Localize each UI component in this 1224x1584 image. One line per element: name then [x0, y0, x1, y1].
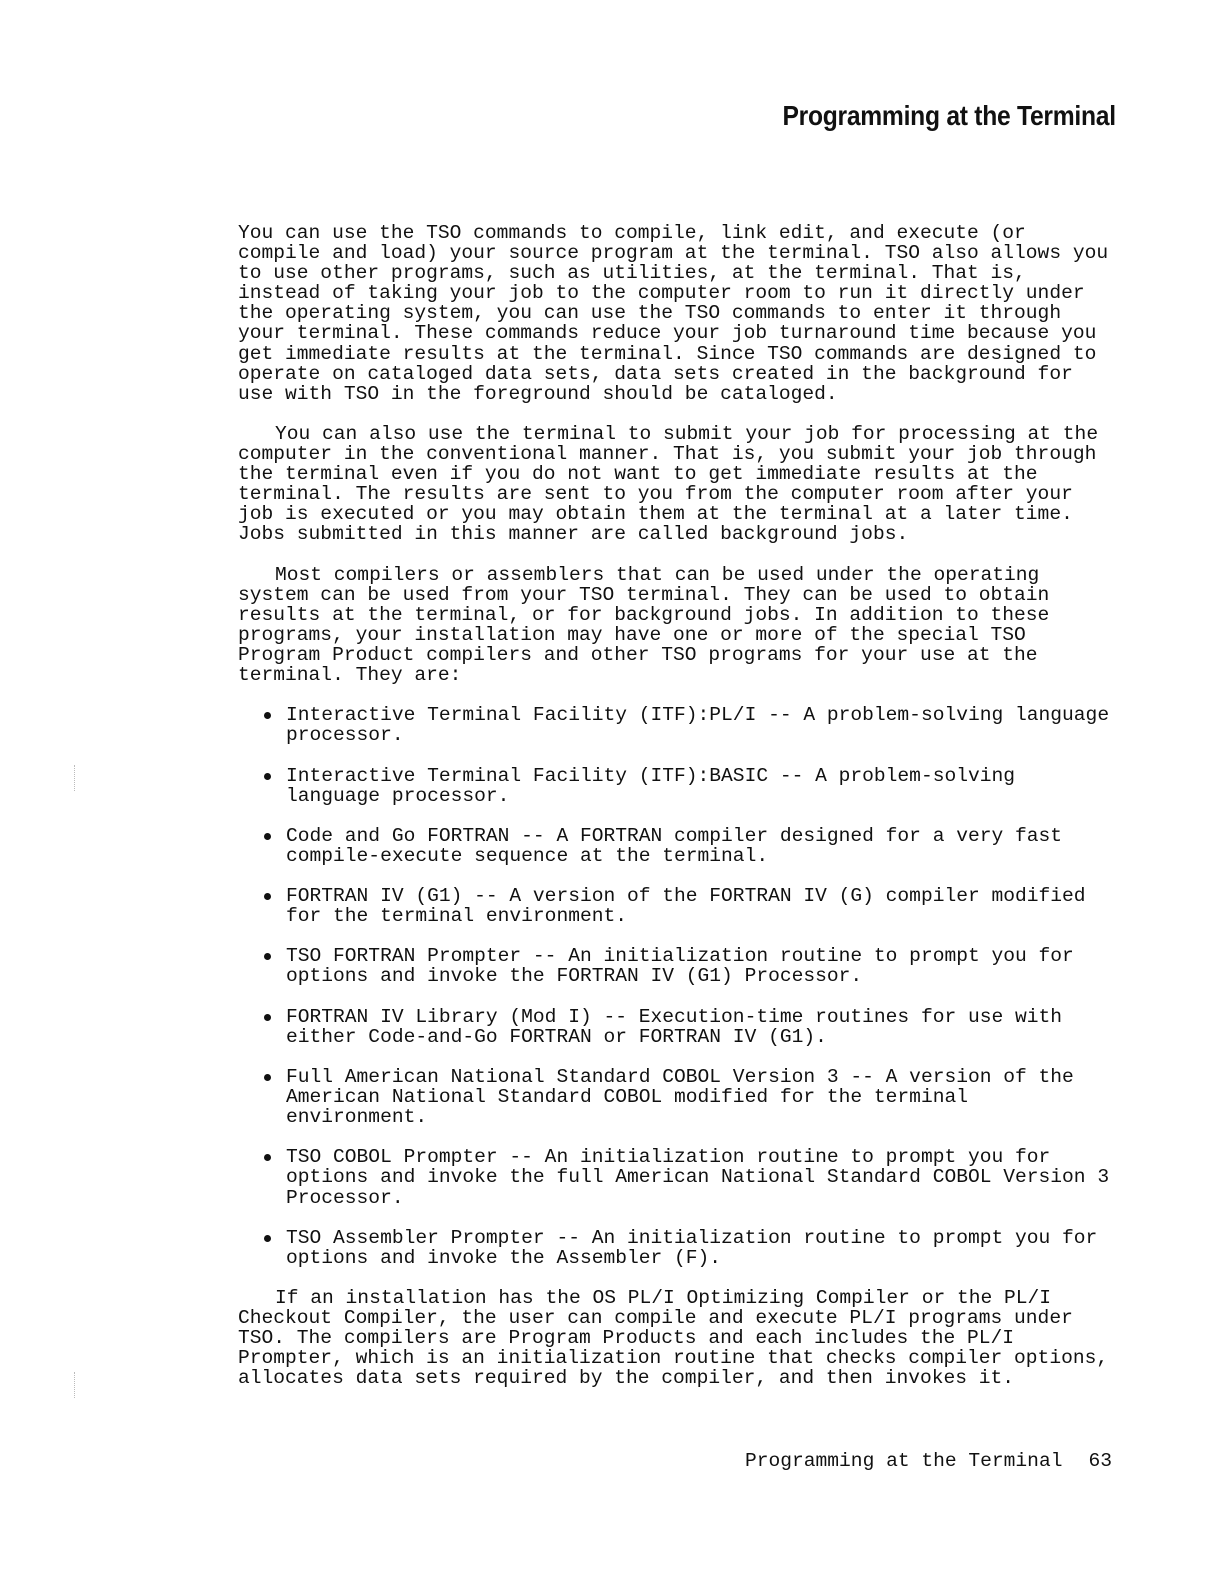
page-number: 63: [1088, 1450, 1112, 1472]
list-item: [238, 1228, 1118, 1268]
list-item-text: Code and Go FORTRAN -- A FORTRAN compiler designed for a very fast compile-execute sequence at the terminal.: [286, 824, 1063, 867]
list-item-text: TSO Assembler Prompter -- An initialization routine to prompt you for options and invoke the Assembler (F).: [286, 1226, 1098, 1269]
bullet-icon: [264, 1154, 271, 1161]
paragraph-background-jobs: You can also use the terminal to submit your job for processing at the computer in the conventional manner. That is, you submit your job through the terminal even if you do not want to get immediate results at the terminal. The results are sent to you from the computer room after your job is executed or you may obtain them at the terminal at a later time. Jobs submitted in this manner are called background jobs.: [238, 422, 1099, 546]
footer-running-title: Programming at the Terminal: [744, 1450, 1063, 1472]
bullet-icon: [264, 712, 271, 719]
bullet-icon: [264, 1235, 271, 1242]
list-item: [238, 1007, 1118, 1047]
bullet-icon: [264, 833, 271, 840]
list-item-text: Full American National Standard COBOL Version 3 -- A version of the American National Standard COBOL modified for the terminal environment.: [286, 1065, 1074, 1129]
list-item-text: Interactive Terminal Facility (ITF):PL/I -- A problem-solving language processor.: [286, 704, 1110, 747]
list-item: [238, 826, 1118, 866]
list-item: [238, 705, 1118, 745]
list-item-text: Interactive Terminal Facility (ITF):BASIC -- A problem-solving language processor.: [286, 764, 1016, 807]
list-item: [238, 886, 1118, 926]
list-item: [238, 1147, 1118, 1207]
list-item-text: FORTRAN IV (G1) -- A version of the FORTRAN IV (G) compiler modified for the terminal environment.: [286, 885, 1086, 928]
program-product-list: [238, 705, 1118, 1268]
list-item: [238, 1067, 1118, 1127]
list-item: [238, 766, 1118, 806]
bullet-icon: [264, 953, 271, 960]
bullet-icon: [264, 1074, 271, 1081]
paragraph-compilers: Most compilers or assemblers that can be used under the operating system can be used from your TSO terminal. They can be used to obtain results at the terminal, or for background jobs. In addition to these programs, your installation may have one or more of the special TSO Program Product compilers and other TSO programs for your use at the terminal. They are:: [238, 563, 1050, 687]
margin-mark-bottom: [74, 1372, 77, 1398]
bullet-icon: [264, 1014, 271, 1021]
page-footer: [745, 1450, 1112, 1472]
body-text: [238, 223, 1118, 1388]
list-item-text: FORTRAN IV Library (Mod I) -- Execution-time routines for use with either Code-and-Go FORTRAN or FORTRAN IV (G1).: [286, 1005, 1063, 1048]
list-item: [238, 946, 1118, 986]
page-title: Programming at the Terminal: [782, 100, 1116, 131]
margin-mark-top: [74, 765, 77, 791]
paragraph-pli-compilers: If an installation has the OS PL/I Optimizing Compiler or the PL/I Checkout Compiler, the user can compile and execute PL/I programs under TSO. The compilers are Program Products and each includes the PL/I Prompter, which is an initialization routine that checks compiler options, allocates data sets required by the compiler, and then invokes it.: [238, 1286, 1109, 1390]
paragraph-intro: You can use the TSO commands to compile, link edit, and execute (or compile and load) your source program at the terminal. TSO also allows you to use other programs, such as utilities, at the terminal. That is, instead of taking your job to the computer room to run it directly under the operating system, you can use the TSO commands to enter it through your terminal. These commands reduce your job turnaround time because you get immediate results at the terminal. Since TSO commands are designed to operate on cataloged data sets, data sets created in the background for use with TSO in the foreground should be cataloged.: [238, 222, 1109, 405]
list-item-text: TSO FORTRAN Prompter -- An initialization routine to prompt you for options and invoke the FORTRAN IV (G1) Processor.: [286, 945, 1074, 988]
bullet-icon: [264, 893, 271, 900]
list-item-text: TSO COBOL Prompter -- An initialization routine to prompt you for options and invoke the full American National Standard COBOL Version 3 Processor.: [286, 1146, 1110, 1209]
bullet-icon: [264, 773, 271, 780]
